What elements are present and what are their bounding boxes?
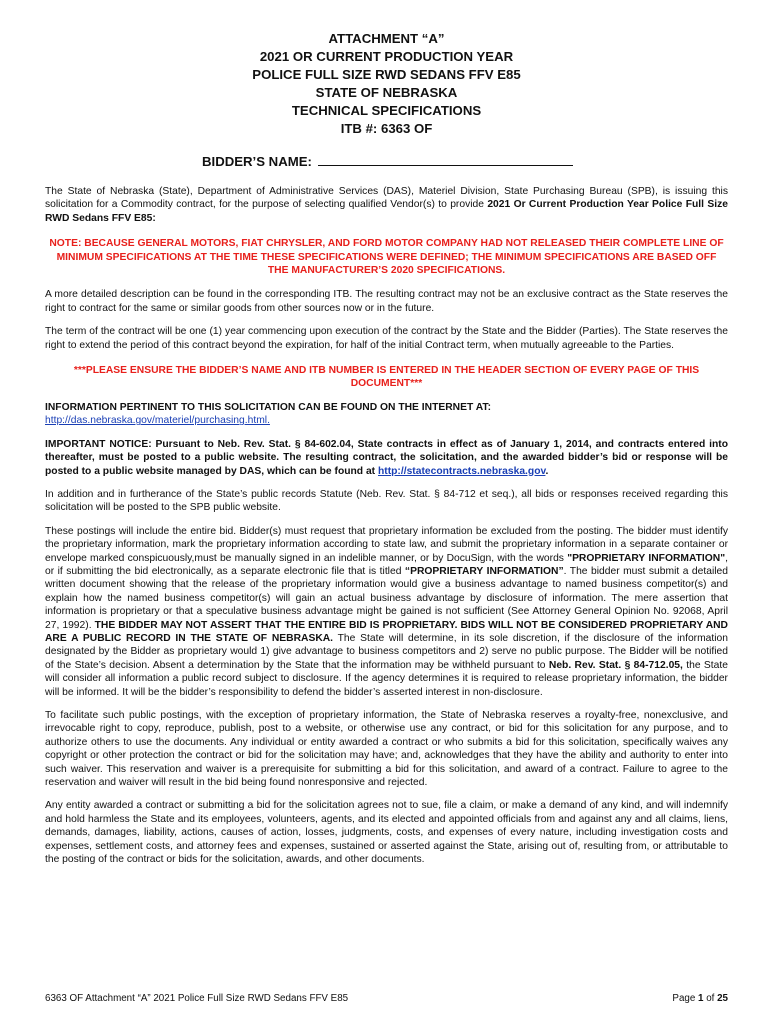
indemnify-paragraph: Any entity awarded a contract or submitting a bid for the solicitation agrees not to sue, file a claim, or make a demand of any kind, and will indemnify and hold harmless the State and its employees, volunteers, agents, and its elected and appointed officials from and against any and all claims, liens, demands, damages, liability, actions, causes of action, losses, judgments, costs, and expenses of every nature, including investigation costs and expenses, settlement costs, and attorney fees and expenses, sustained or asserted against the State, arising out of, resulting from, or attributable to the posting of the contract or bids for the solicitation, awards, and other documents.: [45, 800, 728, 866]
footer-title: 6363 OF Attachment “A” 2021 Police Full Size RWD Sedans FFV E85: [45, 993, 349, 1004]
intro-text: The State of Nebraska (State), Department of Administrative Services (DAS), Materiel Division, State Purchasing Bureau (SPB), is issuing this solicitation for a Commodity contract, for the purpose of selecting qualified Vendor(s) to provide: [45, 186, 728, 211]
page-total: 25: [717, 993, 728, 1004]
page-label: Page: [672, 993, 699, 1004]
description-paragraph: A more detailed description can be found in the corresponding ITB. The resulting contract may not be an exclusive contract as the State reserves the right to contract for the same or similar goods from other sources now or in the future.: [45, 289, 728, 314]
document-header: [45, 30, 728, 138]
intro-paragraph: [45, 185, 728, 225]
proprietary-bold-4: Neb. Rev. Stat. § 84-712.05,: [548, 659, 683, 671]
records-paragraph: In addition and in furtherance of the State’s public records Statute (Neb. Rev. Stat. § 84-712 et seq.), all bids or responses received regarding this solicitation will be posted to the SPB public website.: [45, 488, 728, 514]
header-line-5: TECHNICAL SPECIFICATIONS: [291, 103, 482, 118]
header-line-1: ATTACHMENT “A”: [328, 31, 445, 46]
header-line-2: 2021 OR CURRENT PRODUCTION YEAR: [259, 49, 514, 64]
proprietary-bold-2: “PROPRIETARY INFORMATION”: [404, 565, 564, 577]
proprietary-text-4: The State will determine, in its sole discretion, if the disclosure of the information designated by the Bidder as proprietary would 1) give advantage to business competitors and 2) serve no public purpose. The Bidder will be notified of the State’s decision. Absent a determination by the State that the information may be withheld pursuant to: [45, 632, 729, 671]
header-line-3: POLICE FULL SIZE RWD SEDANS FFV E85: [252, 67, 521, 82]
bidder-name-row: [202, 152, 728, 169]
proprietary-text-5: the State will consider all information a public record subject to disclosure. If the agency determines it is required to release proprietary information, the bidder will be informed. It will be the bidder’s responsibility to defend the bidder’s asserted interest in non-disclosure.: [45, 659, 728, 698]
proprietary-text-1: These postings will include the entire bid. Bidder(s) must request that proprietary information be excluded from the posting. The bidder must identify the proprietary information, mark the proprietary information according to state law, and submit the proprietary information in a separate container or envelope marked conspicuously,must be manually signed in an indelible manner, or by DocuSign, with the words: [45, 525, 728, 564]
ensure-notice: ***PLEASE ENSURE THE BIDDER’S NAME AND ITB NUMBER IS ENTERED IN THE HEADER SECTION OF EVERY PAGE OF THIS DOCUMENT***: [73, 365, 700, 390]
royalty-paragraph: To facilitate such public postings, with the exception of proprietary information, the State of Nebraska reserves a royalty-free, nonexclusive, and irrevocable right to copy, reproduce, publish, post to a website, or otherwise use any contract, or bid for this solicitation for any purpose, and to authorize others to use the documents. Any individual or entity awarded a contract or who submits a bid for this solicitation, specifically waives any copyright or other protection the contract or bid for the solicitation may have; and, acknowledges that they have the ability and authority to enter into such waiver. This reservation and waiver is a prerequisite for submitting a bid for this solicitation, and award of a contract. Failure to agree to the reservation and waiver will result in the bid being found nonresponsive and rejected.: [45, 710, 728, 789]
info-heading: INFORMATION PERTINENT TO THIS SOLICITATION CAN BE FOUND ON THE INTERNET AT:: [45, 401, 491, 413]
purchasing-link[interactable]: http://das.nebraska.gov/materiel/purchasing.html.: [45, 415, 270, 427]
bidder-name-blank[interactable]: [318, 152, 573, 166]
info-paragraph: [45, 401, 728, 428]
statecontracts-link[interactable]: http://statecontracts.nebraska.gov: [377, 465, 546, 477]
proprietary-bold-1: "PROPRIETARY INFORMATION": [567, 552, 726, 564]
header-line-6: ITB #: 6363 OF: [340, 121, 433, 136]
proprietary-bold-3: THE BIDDER MAY NOT ASSERT THAT THE ENTIRE BID IS PROPRIETARY. BIDS WILL NOT BE CONSIDERED PROPRIETARY AND ARE A PUBLIC RECORD IN THE STATE OF NEBRASKA.: [45, 619, 728, 644]
header-line-4: STATE OF NEBRASKA: [315, 85, 458, 100]
proprietary-text-2: , or if submitting the bid electronically, as a separate electronic file that is titled: [45, 552, 728, 577]
intro-bold: 2021 Or Current Production Year Police Full Size RWD Sedans FFV E85:: [45, 199, 728, 224]
page-current: 1: [698, 993, 704, 1004]
proprietary-text-3: . The bidder must submit a detailed written document showing that the release of the proprietary information would give a business advantage to named business competitor(s) and explain how the named business competitor(s) will gain an actual business advantage by disclosure of information. The mere assertion that information is proprietary or that a speculative business advantage might be gained is not sufficient (See Attorney General Opinion No. 92068, April 27, 1992).: [45, 565, 728, 631]
note-paragraph: NOTE: BECAUSE GENERAL MOTORS, FIAT CHRYSLER, AND FORD MOTOR COMPANY HAD NOT RELEASED THEIR COMPLETE LINE OF MINIMUM SPECIFICATIONS AT THE TIME THESE SPECIFICATIONS WERE DEFINED; THE MINIMUM SPECIFICATIONS ARE BASED OFF THE MANUFACTURER’S 2020 SPECIFICATIONS.: [49, 238, 724, 277]
important-text: IMPORTANT NOTICE: Pursuant to Neb. Rev. Stat. § 84-602.04, State contracts in effect as of January 1, 2014, and contracts entered into thereafter, must be posted to a public website. The resulting contract, the solicitation, and the awarded bidder’s bid or response will be posted to a public website managed by DAS, which can be found at: [45, 438, 728, 477]
page-of: of: [703, 993, 718, 1004]
page-footer: [45, 993, 728, 1004]
important-notice: [45, 438, 728, 478]
bidder-name-label: BIDDER’S NAME:: [202, 154, 312, 169]
proprietary-paragraph: [45, 525, 728, 699]
page-number: [672, 993, 728, 1004]
term-paragraph: The term of the contract will be one (1) year commencing upon execution of the contract by the State and the Bidder (Parties). The State reserves the right to extend the period of this contract beyond the expiration, for half of the initial Contract term, when mutually agreeable to the Parties.: [45, 326, 728, 351]
document-page: [45, 30, 728, 866]
important-end: .: [545, 465, 549, 477]
